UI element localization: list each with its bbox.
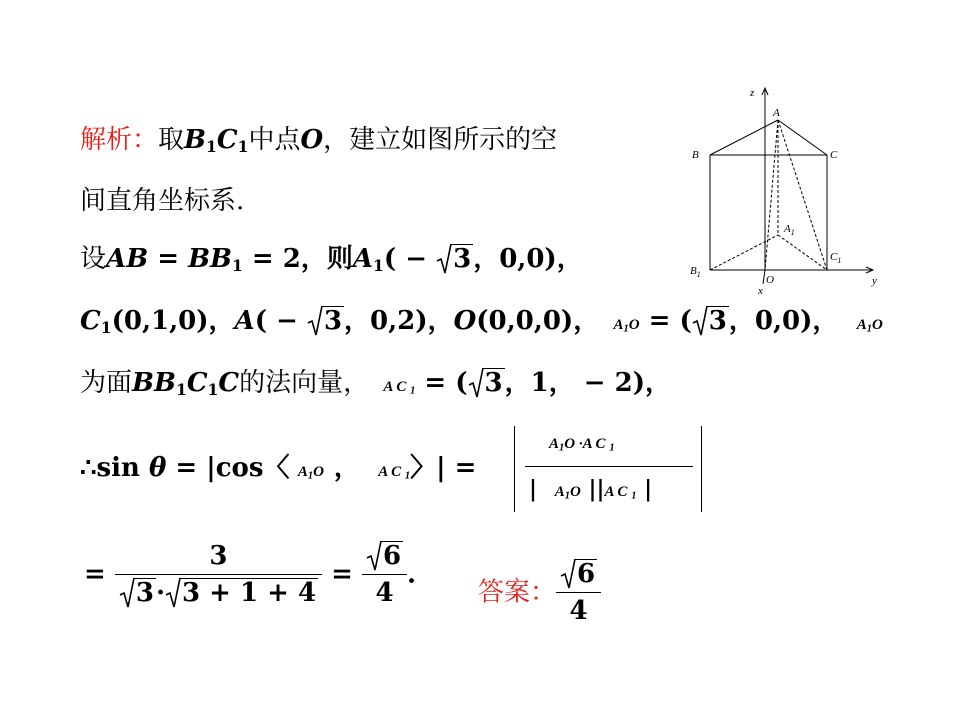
line-2 <box>80 185 244 217</box>
text: A <box>613 317 624 333</box>
sub: 1 <box>100 317 112 337</box>
text: O <box>628 317 640 333</box>
text: · <box>575 436 583 452</box>
text: A <box>383 379 393 395</box>
var-C: C <box>80 306 101 336</box>
var-AB: AB <box>106 244 149 274</box>
text: ，1， − 2)， <box>504 368 671 398</box>
var-BB: BB <box>132 368 176 398</box>
var-C: C <box>216 125 238 155</box>
sqrt <box>307 305 344 337</box>
text: 的法向量， <box>239 368 370 398</box>
text: C <box>617 484 628 500</box>
abs-bar: | <box>644 476 653 502</box>
denominator: 4 <box>569 596 588 626</box>
text: A <box>554 484 565 500</box>
text: ( − <box>383 244 437 274</box>
prism-coordinate-figure <box>680 80 890 300</box>
label-B1 <box>690 265 701 279</box>
text: A <box>297 464 308 480</box>
answer <box>478 558 601 627</box>
segment-A-O <box>765 120 778 270</box>
line-7 <box>84 540 416 609</box>
text: 取 <box>158 125 185 155</box>
vector-A1O <box>555 484 581 500</box>
line-4 <box>80 305 883 341</box>
text: C <box>830 251 838 263</box>
line-1 <box>80 124 557 156</box>
text: sin <box>96 453 150 483</box>
fraction-numerator <box>549 436 615 453</box>
vector-A1O <box>613 317 639 333</box>
text: ，0,0)， <box>473 244 583 274</box>
var-A: A <box>352 244 374 274</box>
sub: 1 <box>790 228 795 237</box>
text: = ( <box>639 306 692 336</box>
x-axis <box>763 270 765 284</box>
radicand: 3 <box>484 368 503 398</box>
vector-A1O <box>298 464 324 480</box>
segment-A-C1 <box>778 120 827 270</box>
radicand: 3 <box>135 578 154 608</box>
var-O: O <box>453 306 477 336</box>
text: ，0,2)， <box>344 306 454 336</box>
radicand: 6 <box>577 559 596 589</box>
abs-fraction <box>514 426 702 512</box>
denominator <box>115 575 322 609</box>
fraction-bar <box>525 466 693 467</box>
text: = |cos〈 <box>166 453 290 483</box>
var-BB: BB <box>188 244 233 274</box>
sub: 1 <box>307 470 314 482</box>
fraction-denominator <box>529 476 652 502</box>
radicand: 3 <box>708 306 727 336</box>
fraction <box>362 540 407 609</box>
text: C <box>396 379 407 395</box>
text: = <box>322 559 362 590</box>
radicand: 3 + 1 + 4 <box>182 578 317 608</box>
text: (0,0,0)， <box>476 306 600 336</box>
radicand: 6 <box>382 541 402 571</box>
var-O: O <box>300 125 324 155</box>
vector-AC1 <box>604 484 636 500</box>
sub: 1 <box>206 136 217 156</box>
therefore-symbol: ∴ <box>80 453 97 483</box>
var-theta: θ <box>149 453 167 483</box>
text: = 2，则 <box>242 244 353 274</box>
text: A <box>784 223 791 235</box>
text: 中点 <box>248 125 301 155</box>
text: 为面 <box>80 368 133 398</box>
answer-label: 答案： <box>478 577 557 608</box>
sub: 1 <box>410 385 416 397</box>
var-A: A <box>234 306 255 336</box>
label-A: A <box>773 107 780 119</box>
abs-bar: || <box>588 476 605 502</box>
fraction <box>115 540 322 609</box>
text: ， <box>333 453 360 483</box>
sub: 1 <box>631 490 637 502</box>
numerator: 3 <box>115 540 322 575</box>
sub: 1 <box>609 442 615 454</box>
sub: 1 <box>559 442 565 454</box>
text: = <box>148 244 189 274</box>
text: ( − <box>254 306 307 336</box>
sub: 1 <box>237 136 249 156</box>
label-O: O <box>766 274 774 286</box>
text: C <box>391 464 402 480</box>
sqrt <box>436 243 473 275</box>
text: O <box>569 484 581 500</box>
radicand: 3 <box>323 306 343 336</box>
text: A <box>378 464 388 480</box>
radicand: 3 <box>453 244 472 274</box>
answer-fraction <box>556 558 601 627</box>
text: (0,1,0)， <box>111 306 235 336</box>
label-x: x <box>758 285 763 297</box>
sqrt <box>692 305 729 337</box>
sqrt <box>119 577 156 609</box>
var-C: C <box>218 368 240 398</box>
sub: 1 <box>837 256 842 265</box>
text: = <box>84 559 115 590</box>
text: A <box>856 317 867 333</box>
abs-bar: | <box>529 476 538 502</box>
text: ，0,0)， <box>728 306 839 336</box>
text: O <box>313 464 324 480</box>
numerator <box>556 558 601 593</box>
text: ，建立如图所示的空 <box>323 125 558 155</box>
text: · <box>155 578 165 608</box>
label-A1 <box>783 223 795 237</box>
text: O <box>871 317 883 333</box>
line-5 <box>80 367 671 403</box>
text: C <box>595 436 606 452</box>
text: 〉| = <box>410 453 477 483</box>
sub: 1 <box>866 323 872 335</box>
vector-A1O <box>857 317 883 333</box>
line-3 <box>80 243 583 275</box>
text: A <box>549 436 560 452</box>
text: A <box>582 436 592 452</box>
sub: 1 <box>696 270 701 279</box>
numerator <box>362 540 407 575</box>
label-z: z <box>750 87 755 99</box>
sub: 1 <box>232 255 243 275</box>
sub: 1 <box>564 490 570 502</box>
sub: 1 <box>175 379 187 399</box>
sub: 1 <box>404 470 411 482</box>
text: = ( <box>415 368 468 398</box>
sub: 1 <box>207 379 219 399</box>
sqrt <box>468 367 505 399</box>
sqrt <box>560 558 597 590</box>
edge-B-A <box>710 120 778 155</box>
edge-A1-C1 <box>778 235 827 270</box>
text: B <box>690 265 697 277</box>
text: O <box>564 436 576 452</box>
text: 设 <box>80 244 107 274</box>
vector-AC1 <box>378 464 410 480</box>
label-y: y <box>872 275 877 287</box>
sub: 1 <box>623 323 629 335</box>
line-6 <box>80 452 476 488</box>
label-C1 <box>830 251 841 265</box>
sub: 1 <box>373 255 384 275</box>
var-C: C <box>186 368 208 398</box>
text: 间直角坐标系. <box>80 186 245 216</box>
analysis-label: 解析： <box>80 125 159 155</box>
label-C: C <box>830 149 838 161</box>
sqrt <box>165 577 318 609</box>
vector-AC1 <box>383 379 415 395</box>
label-B: B <box>692 149 699 161</box>
edge-A-C <box>778 120 827 155</box>
text: . <box>407 559 417 590</box>
text: A <box>604 484 614 500</box>
denominator: 4 <box>375 578 394 608</box>
var-B: B <box>184 125 207 155</box>
sqrt <box>366 540 403 572</box>
